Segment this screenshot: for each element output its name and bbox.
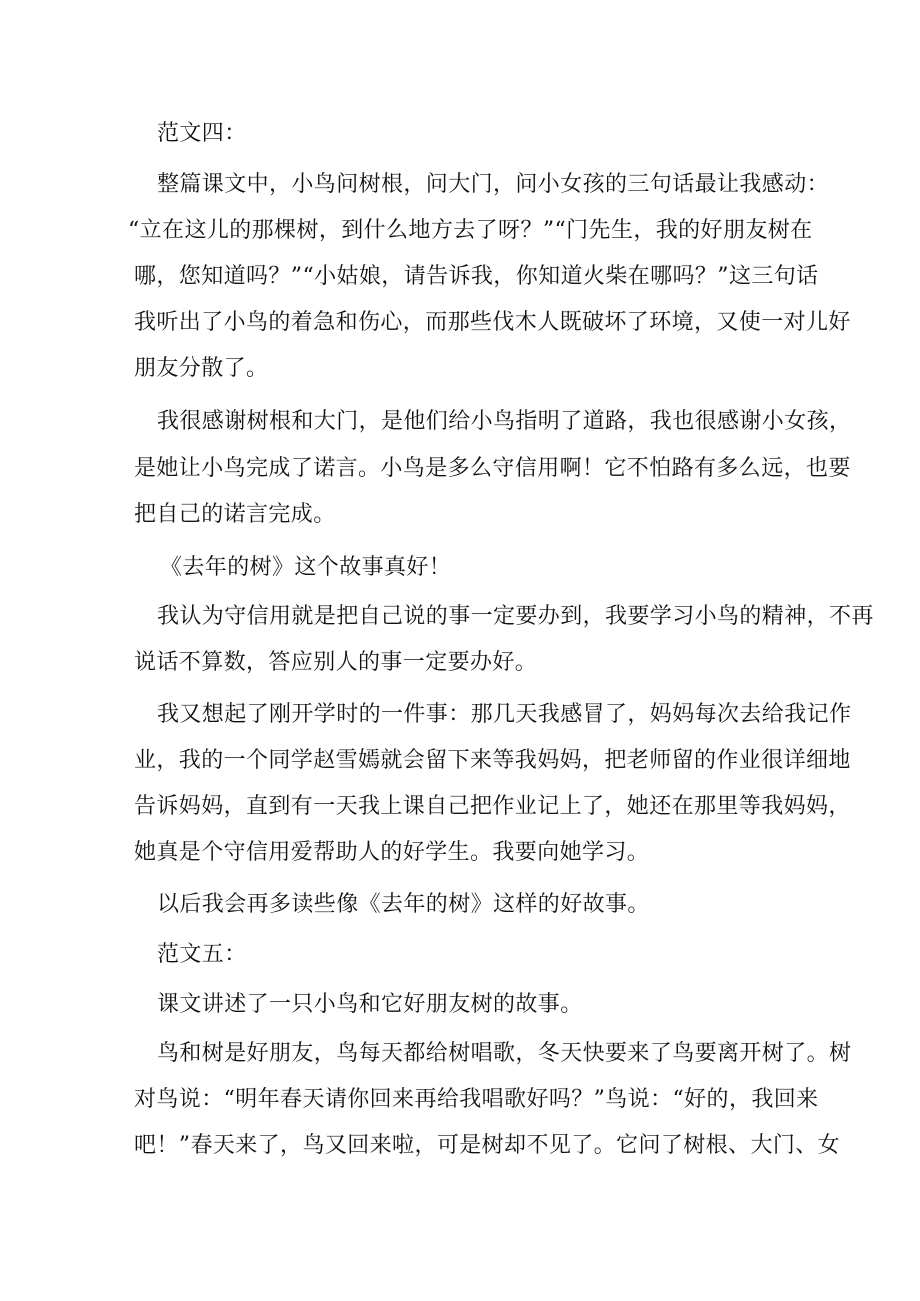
paragraph-line: 对鸟说：“明年春天请你回来再给我唱歌好吗？”鸟说：“好的，我回来 bbox=[134, 1087, 819, 1112]
paragraph-line: 我很感谢树根和大门，是他们给小鸟指明了道路，我也很感谢小女孩， bbox=[157, 409, 852, 434]
paragraph-line: 课文讲述了一只小鸟和它好朋友树的故事。 bbox=[157, 992, 583, 1017]
paragraph-line: 哪，您知道吗？”“小姑娘，请告诉我，你知道火柴在哪吗？”这三句话 bbox=[134, 264, 819, 289]
paragraph-line: 是她让小鸟完成了诺言。小鸟是多么守信用啊！它不怕路有多么远，也要 bbox=[134, 456, 851, 481]
paragraph-line: 她真是个守信用爱帮助人的好学生。我要向她学习。 bbox=[134, 840, 650, 865]
paragraph-line: 吧！”春天来了，鸟又回来啦，可是树却不见了。它问了树根、大门、女 bbox=[134, 1133, 841, 1158]
paragraph-line: 我又想起了刚开学时的一件事：那几天我感冒了，妈妈每次去给我记作 bbox=[157, 702, 852, 727]
paragraph-line: 我认为守信用就是把自己说的事一定要办到，我要学习小鸟的精神，不再 bbox=[157, 604, 874, 629]
paragraph-line: 说话不算数，答应别人的事一定要办好。 bbox=[134, 650, 538, 675]
paragraph-line: 业，我的一个同学赵雪嫣就会留下来等我妈妈，把老师留的作业很详细地 bbox=[134, 748, 851, 773]
paragraph-line: 朋友分散了。 bbox=[134, 356, 269, 381]
paragraph-line: 整篇课文中，小鸟问树根，问大门，问小女孩的三句话最让我感动： bbox=[157, 172, 830, 197]
paragraph-line: 告诉妈妈，直到有一天我上课自己把作业记上了，她还在那里等我妈妈， bbox=[134, 794, 851, 819]
section-heading-five: 范文五： bbox=[157, 942, 247, 967]
paragraph-line: 以后我会再多读些像《去年的树》这样的好故事。 bbox=[157, 892, 650, 917]
paragraph-line: “立在这儿的那棵树，到什么地方去了呀？”“门先生，我的好朋友树在 bbox=[128, 218, 813, 243]
section-heading-four: 范文四： bbox=[157, 121, 247, 146]
paragraph-line: 鸟和树是好朋友，鸟每天都给树唱歌，冬天快要来了鸟要离开树了。树 bbox=[157, 1041, 852, 1066]
paragraph-line: 《去年的树》这个故事真好！ bbox=[160, 555, 452, 580]
paragraph-line: 把自己的诺言完成。 bbox=[134, 502, 336, 527]
paragraph-line: 我听出了小鸟的着急和伤心，而那些伐木人既破坏了环境，又使一对儿好 bbox=[134, 310, 851, 335]
